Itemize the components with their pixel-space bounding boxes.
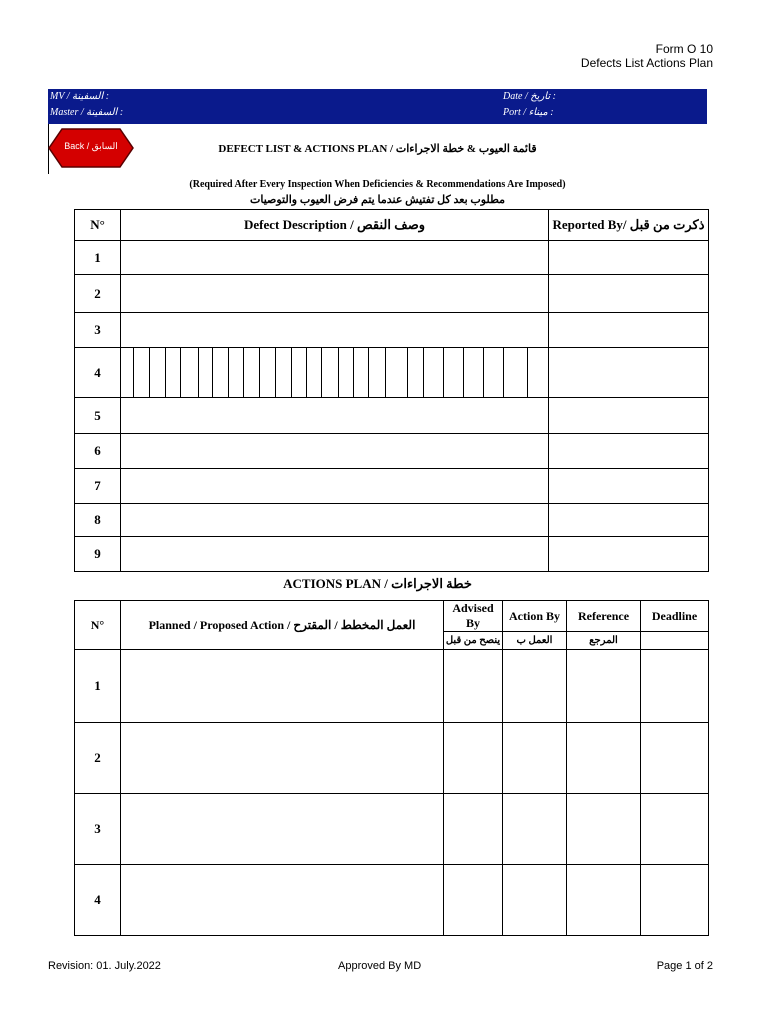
table-row xyxy=(75,241,709,275)
action-cell[interactable] xyxy=(121,794,444,865)
advised-by-cell[interactable] xyxy=(444,650,503,723)
action-by-cell[interactable] xyxy=(503,865,567,936)
action-by-ar: العمل ب xyxy=(503,632,567,650)
deadline-cell[interactable] xyxy=(641,794,709,865)
reported-by-cell[interactable] xyxy=(549,241,709,275)
reported-by-cell[interactable] xyxy=(549,537,709,572)
advised-by-ar: ينصح من قبل xyxy=(444,632,503,650)
approval-info: Approved By MD xyxy=(338,960,422,972)
row-number: 8 xyxy=(75,504,121,537)
table-row xyxy=(75,650,709,723)
advised-by-cell[interactable] xyxy=(444,723,503,794)
reference-cell[interactable] xyxy=(567,650,641,723)
row-number: 2 xyxy=(75,723,121,794)
table-row xyxy=(75,865,709,936)
description-cell[interactable] xyxy=(121,504,549,537)
table-row xyxy=(75,434,709,469)
master-field[interactable]: Master / السفينة : xyxy=(50,107,124,118)
table-row xyxy=(75,275,709,313)
defect-list-table xyxy=(74,209,709,572)
row-number: 1 xyxy=(75,241,121,275)
table-row xyxy=(75,348,709,398)
actions-plan-title: ACTIONS PLAN / خطة الاجراءات xyxy=(283,576,472,591)
col-advised-by-header: Advised By xyxy=(444,601,503,632)
deadline-cell[interactable] xyxy=(641,650,709,723)
row-number: 9 xyxy=(75,537,121,572)
reported-by-cell[interactable] xyxy=(549,434,709,469)
reported-by-cell[interactable] xyxy=(549,348,709,398)
table-row xyxy=(75,398,709,434)
action-by-cell[interactable] xyxy=(503,650,567,723)
col-reported-by-header: Reported By/ ذكرت من قبل xyxy=(549,210,709,241)
row-number: 1 xyxy=(75,650,121,723)
deadline-ar xyxy=(641,632,709,650)
table-header-row xyxy=(75,210,709,241)
col-reference-header: Reference xyxy=(567,601,641,632)
revision-info: Revision: 01. July.2022 xyxy=(48,960,161,972)
col-description-header: Defect Description / وصف النقص xyxy=(121,210,549,241)
col-number-header: N° xyxy=(75,210,121,241)
row-number: 4 xyxy=(75,348,121,398)
row-number: 4 xyxy=(75,865,121,936)
table-row xyxy=(75,723,709,794)
description-cell[interactable] xyxy=(121,398,549,434)
action-by-cell[interactable] xyxy=(503,723,567,794)
table-row xyxy=(75,313,709,348)
mv-field[interactable]: MV / السفينة : xyxy=(50,91,110,102)
form-name: Defects List Actions Plan xyxy=(580,56,713,70)
col-action-by-header: Action By xyxy=(503,601,567,632)
description-cell[interactable] xyxy=(121,275,549,313)
port-field[interactable]: Port / ميناء : xyxy=(503,107,554,118)
deadline-cell[interactable] xyxy=(641,723,709,794)
description-cell[interactable] xyxy=(121,241,549,275)
row-number: 3 xyxy=(75,794,121,865)
row-number: 5 xyxy=(75,398,121,434)
action-cell[interactable] xyxy=(121,723,444,794)
col-deadline-header: Deadline xyxy=(641,601,709,632)
requirement-note-en: (Required After Every Inspection When Deficiencies & Recommendations Are Imposed) xyxy=(189,179,566,190)
advised-by-cell[interactable] xyxy=(444,865,503,936)
table-row xyxy=(75,504,709,537)
reported-by-cell[interactable] xyxy=(549,313,709,348)
row-number: 2 xyxy=(75,275,121,313)
form-code: Form O 10 xyxy=(655,42,713,56)
reference-cell[interactable] xyxy=(567,794,641,865)
page-title: DEFECT LIST & ACTIONS PLAN / قائمة العيوب & خطة الاجراءات xyxy=(218,143,537,155)
table-row xyxy=(75,537,709,572)
description-cell[interactable] xyxy=(121,313,549,348)
grid-lines xyxy=(121,348,548,397)
description-cell[interactable] xyxy=(121,537,549,572)
row-number: 3 xyxy=(75,313,121,348)
advised-by-cell[interactable] xyxy=(444,794,503,865)
row-number: 7 xyxy=(75,469,121,504)
reported-by-cell[interactable] xyxy=(549,275,709,313)
reference-ar: المرجع xyxy=(567,632,641,650)
reported-by-cell[interactable] xyxy=(549,398,709,434)
description-cell[interactable] xyxy=(121,434,549,469)
row-number: 6 xyxy=(75,434,121,469)
reference-cell[interactable] xyxy=(567,723,641,794)
action-cell[interactable] xyxy=(121,650,444,723)
vessel-info-band xyxy=(48,89,707,124)
page-number: Page 1 of 2 xyxy=(656,960,713,972)
action-by-cell[interactable] xyxy=(503,794,567,865)
reference-cell[interactable] xyxy=(567,865,641,936)
action-cell[interactable] xyxy=(121,865,444,936)
col-action-header: Planned / Proposed Action / العمل المخطط / المقترح xyxy=(121,601,444,650)
table-row xyxy=(75,469,709,504)
description-cell[interactable] xyxy=(121,348,549,398)
requirement-note-ar: مطلوب بعد كل تفتيش عندما يتم فرض العيوب والتوصيات xyxy=(250,194,505,206)
form-id xyxy=(581,42,713,70)
back-button-label: Back / السابق xyxy=(64,141,118,151)
col-number-header: N° xyxy=(75,601,121,650)
reported-by-cell[interactable] xyxy=(549,469,709,504)
actions-plan-table xyxy=(74,600,709,936)
date-field[interactable]: Date / تاريخ : xyxy=(503,91,556,102)
description-cell[interactable] xyxy=(121,469,549,504)
table-header-row xyxy=(75,601,709,632)
table-row xyxy=(75,794,709,865)
reported-by-cell[interactable] xyxy=(549,504,709,537)
deadline-cell[interactable] xyxy=(641,865,709,936)
